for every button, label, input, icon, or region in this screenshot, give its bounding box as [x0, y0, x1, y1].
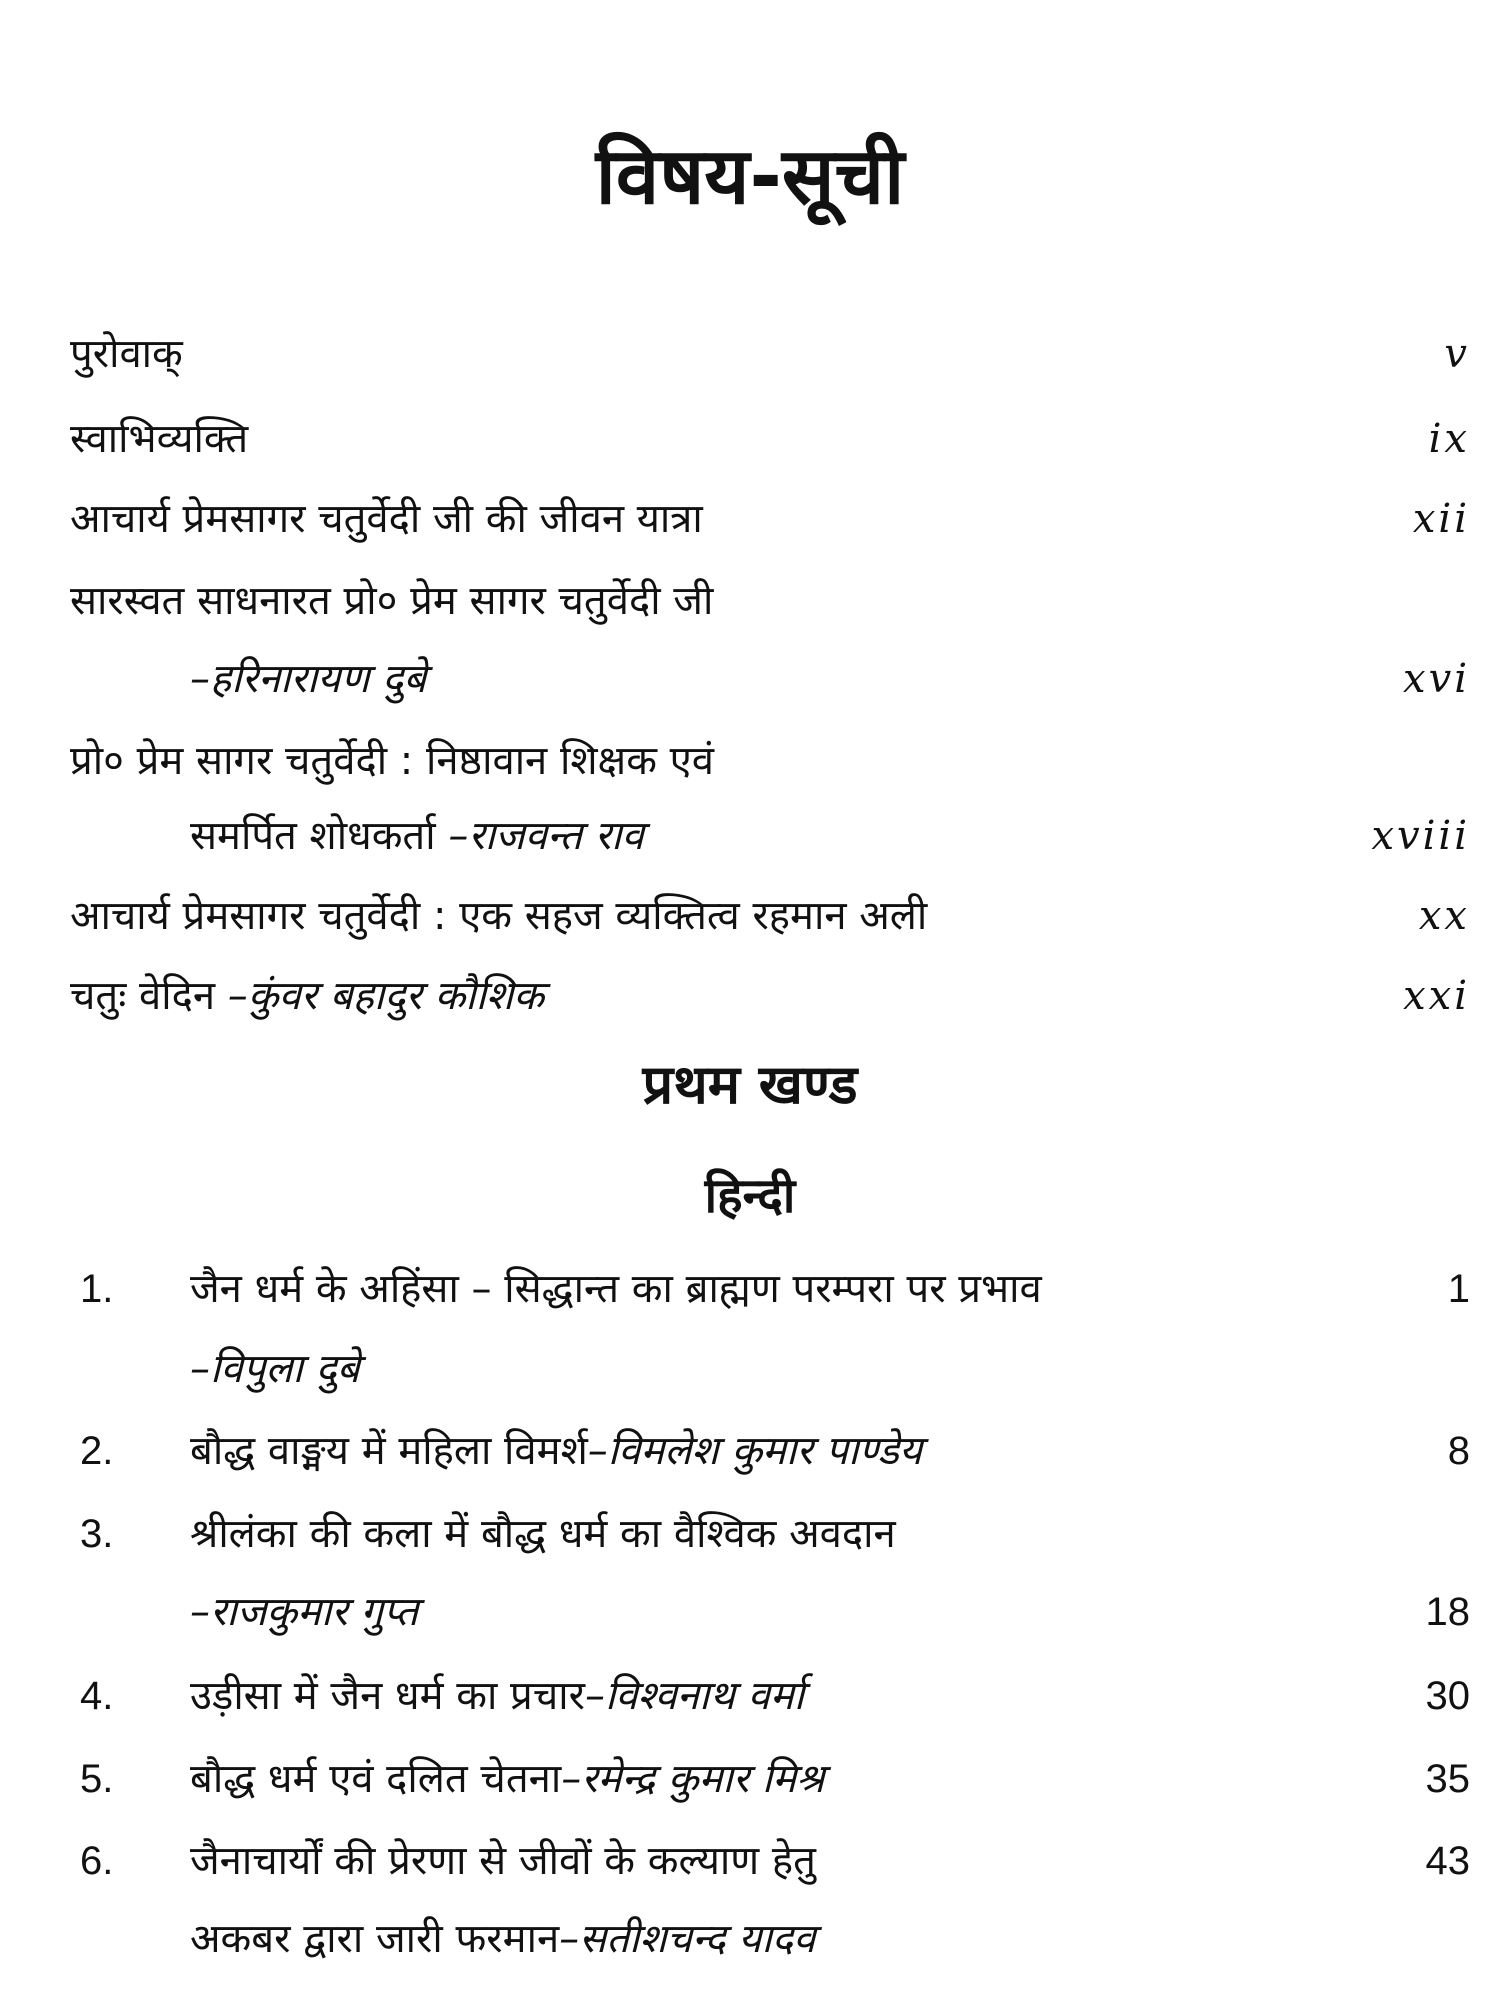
- chapter-title-wrap: [190, 1427, 922, 1475]
- entry-title: स्वाभिव्यक्ति: [70, 416, 249, 462]
- entry-title: चतुः वेदिन: [70, 973, 216, 1019]
- chapter-author: –विश्वनाथ वर्मा: [584, 1673, 805, 1719]
- chapter-page: 1: [1447, 1267, 1470, 1311]
- chapter-title-wrap: [190, 1915, 815, 1963]
- entry-page: v: [1444, 331, 1470, 377]
- entry-title: प्रो० प्रेम सागर चतुर्वेदी : निष्ठावान शिक्षक एवं: [70, 738, 714, 784]
- chapter-number: 1.: [80, 1267, 114, 1311]
- entry-page: xii: [1412, 496, 1470, 542]
- chapter-number: 2.: [80, 1429, 114, 1473]
- chapter-page: 30: [1425, 1674, 1470, 1718]
- chapter-number: 3.: [80, 1512, 114, 1556]
- chapter-title-wrap: [190, 1672, 804, 1720]
- chapter-number: 5.: [80, 1757, 114, 1801]
- chapter-author: –सतीशचन्द यादव: [559, 1916, 816, 1962]
- chapter-page: 18: [1425, 1590, 1470, 1634]
- entry-author: –राजवन्त राव: [448, 813, 644, 859]
- entry-page: xviii: [1371, 813, 1470, 859]
- chapter-title: बौद्ध वाङ्मय में महिला विमर्श: [190, 1428, 588, 1474]
- entry-author: –कुंवर बहादुर कौशिक: [227, 973, 544, 1019]
- chapter-author: –विमलेश कुमार पाण्डेय: [587, 1428, 923, 1474]
- chapter-author: –रमेन्द्र कुमार मिश्र: [561, 1756, 825, 1802]
- chapter-author: –राजकुमार गुप्त: [190, 1589, 419, 1635]
- chapter-title-line2: अकबर द्वारा जारी फरमान: [190, 1916, 560, 1962]
- chapter-title-wrap: [190, 1755, 824, 1803]
- entry-page: ix: [1428, 416, 1470, 462]
- entry-title-cont: [190, 812, 644, 860]
- chapter-title: श्रीलंका की कला में बौद्ध धर्म का वैश्विक अवदान: [190, 1511, 896, 1557]
- entry-title: पुरोवाक्: [70, 331, 183, 377]
- chapter-page: 8: [1447, 1429, 1470, 1473]
- chapter-page: 43: [1425, 1839, 1470, 1883]
- entry-author: –हरिनारायण दुबे: [190, 656, 427, 702]
- chapter-number: 4.: [80, 1674, 114, 1718]
- chapter-page: 35: [1425, 1757, 1470, 1801]
- entry-page: xvi: [1403, 656, 1470, 702]
- entry-title: आचार्य प्रेमसागर चतुर्वेदी : एक सहज व्यक्तित्व रहमान अली: [70, 893, 928, 939]
- entry-title: आचार्य प्रेमसागर चतुर्वेदी जी की जीवन यात्रा: [70, 496, 703, 542]
- chapter-number: 6.: [80, 1839, 114, 1883]
- entry-page: xxi: [1403, 973, 1470, 1019]
- entry-page: xx: [1418, 893, 1470, 939]
- page-title: विषय-सूची: [595, 132, 905, 222]
- entry-title: सारस्वत साधनारत प्रो० प्रेम सागर चतुर्वेदी जी: [70, 578, 714, 624]
- chapter-title: जैन धर्म के अहिंसा – सिद्धान्त का ब्राह्मण परम्परा पर प्रभाव: [190, 1266, 1042, 1312]
- chapter-title: बौद्ध धर्म एवं दलित चेतना: [190, 1756, 562, 1802]
- subsection-heading: हिन्दी: [704, 1168, 796, 1224]
- chapter-title: जैनाचार्यों की प्रेरणा से जीवों के कल्याण हेतु: [190, 1838, 816, 1884]
- entry-title-wrap: [70, 972, 544, 1020]
- chapter-author: –विपुला दुबे: [190, 1346, 360, 1392]
- chapter-title: उड़ीसा में जैन धर्म का प्रचार: [190, 1673, 585, 1719]
- entry-title-line2: समर्पित शोधकर्ता: [190, 813, 436, 859]
- section-heading: प्रथम खण्ड: [642, 1053, 858, 1116]
